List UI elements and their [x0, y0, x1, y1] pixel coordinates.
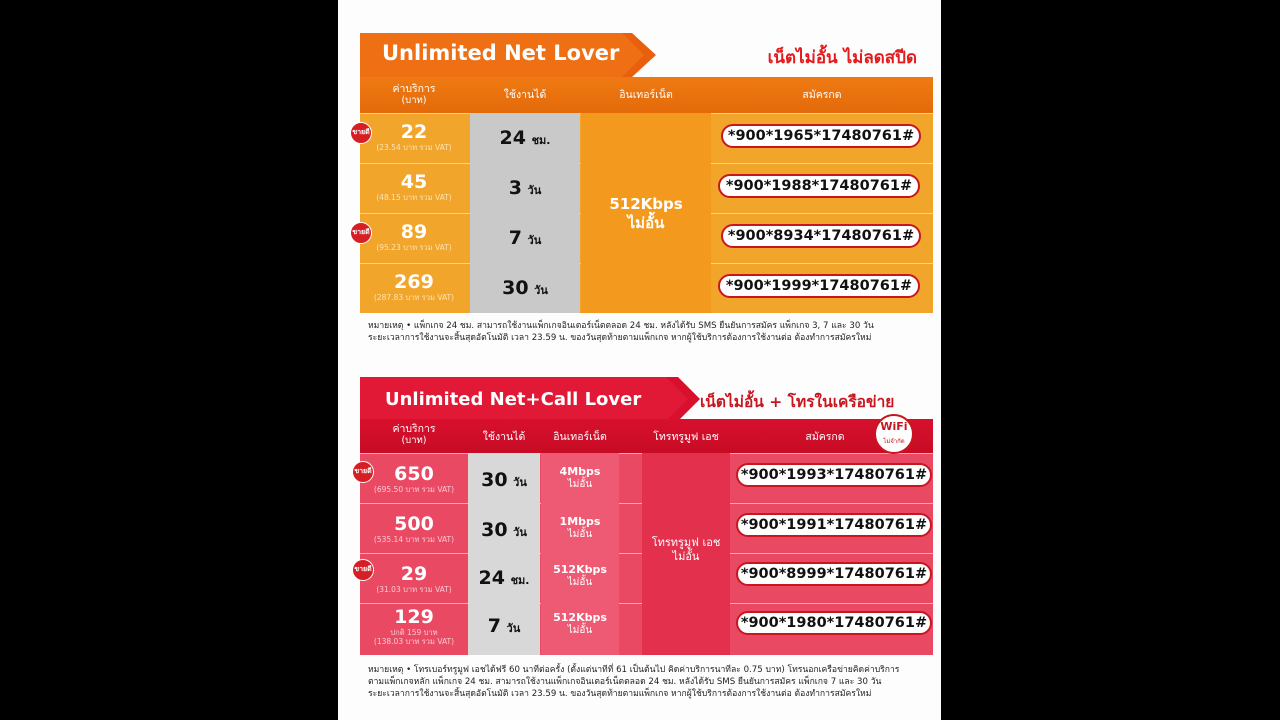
duration-cell: 24 ชม. [478, 567, 530, 589]
header-internet: อินเทอร์เน็ต [553, 431, 607, 443]
speed-cell: 4Mbps ไม่อั้น [559, 465, 601, 490]
net-lover-note: หมายเหตุ • แพ็กเกจ 24 ชม. สามารถใช้งานแพ็กเกจอินเตอร์เน็ตตลอด 24 ชม. หลังได้รับ SMS ยืนยันการสมัคร แพ็กเกจ 3, 7 และ 30 วัน ระยะเวลาการใช้งานจะสิ้นสุดอัตโนมัติ เวลา 23.59 น. ของวันสุดท้ายตามแพ็กเกจ หากผู้ใช้บริการต้องการใช้งานต่อ ต้องทำการสมัครใหม่ [368, 321, 874, 343]
duration-cell: 3 วัน [508, 177, 542, 199]
header-internet: อินเทอร์เน็ต [619, 89, 673, 101]
register-code[interactable]: *900*8934*17480761# [721, 224, 921, 248]
register-code[interactable]: *900*1988*17480761# [718, 174, 920, 198]
price-cell: 22 (23.54 บาท รวม VAT) [376, 121, 452, 152]
speed-cell: 1Mbps ไม่อั้น [559, 515, 601, 540]
price-cell: 650 (695.50 บาท รวม VAT) [373, 463, 455, 494]
header-duration: ใช้งานได้ [503, 89, 547, 101]
price-cell: 89 (95.23 บาท รวม VAT) [376, 221, 452, 252]
bestseller-badge: ขายดี [352, 461, 374, 483]
header-price: ค่าบริการ (บาท) [392, 83, 436, 106]
bestseller-badge: ขายดี [350, 122, 372, 144]
price-cell: 269 (287.83 บาท รวม VAT) [373, 271, 455, 302]
bestseller-badge: ขายดี [352, 559, 374, 581]
register-code[interactable]: *900*1999*17480761# [718, 274, 920, 298]
header-register: สมัครกด [802, 89, 842, 101]
table-header [360, 77, 933, 113]
net-lover-table [360, 77, 933, 313]
register-code[interactable]: *900*1993*17480761# [736, 463, 932, 487]
register-code[interactable]: *900*1991*17480761# [736, 513, 932, 537]
header-duration: ใช้งานได้ [482, 431, 526, 443]
net-call-lover-banner [360, 377, 700, 421]
net-call-lover-table [360, 419, 933, 655]
speed-cell: 512Kbps ไม่อั้น [553, 563, 607, 588]
brochure-page [338, 0, 941, 720]
register-code[interactable]: *900*1965*17480761# [721, 124, 921, 148]
net-lover-banner [360, 33, 656, 77]
price-cell: 45 (48.15 บาท รวม VAT) [376, 171, 452, 202]
price-cell: 129 ปกติ 159 บาท (138.03 บาท รวม VAT) [373, 606, 455, 646]
register-code[interactable]: *900*8999*17480761# [736, 562, 932, 586]
net-call-lover-note: หมายเหตุ • โทรเบอร์ทรูมูฟ เอชได้ฟรี 60 นาทีต่อครั้ง (ตั้งแต่นาทีที่ 61 เป็นต้นไป คิดค่าบริการนาทีละ 0.75 บาท) โทรนอกเครือข่ายคิดค่าบริการ ตามแพ็กเกจหลัก แพ็กเกจ 24 ชม. สามารถใช้งานแพ็กเกจอินเตอร์เน็ตตลอด 24 ชม. หลังได้รับ SMS ยืนยันการสมัคร แพ็กเกจ 7 และ 30 วัน ระยะเวลาการใช้งานจะสิ้นสุดอัตโนมัติ เวลา 23.59 น. ของวันสุดท้ายตามแพ็กเกจ หากผู้ใช้บริการต้องการใช้งานต่อ ต้องทำการสมัครใหม่ [368, 665, 900, 699]
duration-cell: 30 วัน [481, 469, 527, 491]
wifi-icon: WiFi ไม่จำกัด [874, 414, 914, 454]
price-cell: 500 (535.14 บาท รวม VAT) [373, 513, 455, 544]
call-cell: โทรทรูมูฟ เอช ไม่อั้น [642, 453, 730, 655]
header-register: สมัครกด [805, 431, 845, 443]
register-code[interactable]: *900*1980*17480761# [736, 611, 932, 635]
net-call-lover-tagline: เน็ตไม่อั้น + โทรในเครือข่าย [700, 393, 895, 411]
duration-cell: 30 วัน [502, 277, 548, 299]
net-lover-tagline: เน็ตไม่อั้น ไม่ลดสปีด [767, 48, 917, 68]
duration-cell: 7 วัน [487, 615, 521, 637]
net-lover-title: Unlimited Net Lover [382, 41, 620, 65]
price-cell: 29 (31.03 บาท รวม VAT) [376, 563, 452, 594]
speed-cell: 512Kbps ไม่อั้น [553, 611, 607, 636]
header-call: โทรทรูมูฟ เอช [653, 431, 719, 443]
duration-cell: 30 วัน [481, 519, 527, 541]
internet-speed-cell: 512Kbps ไม่อั้น [581, 113, 711, 313]
duration-cell: 7 วัน [508, 227, 542, 249]
table-header [360, 419, 933, 453]
bestseller-badge: ขายดี [350, 222, 372, 244]
duration-cell: 24 ชม. [499, 127, 551, 149]
net-call-lover-title: Unlimited Net+Call Lover [385, 389, 642, 410]
header-price: ค่าบริการ (บาท) [392, 423, 436, 446]
